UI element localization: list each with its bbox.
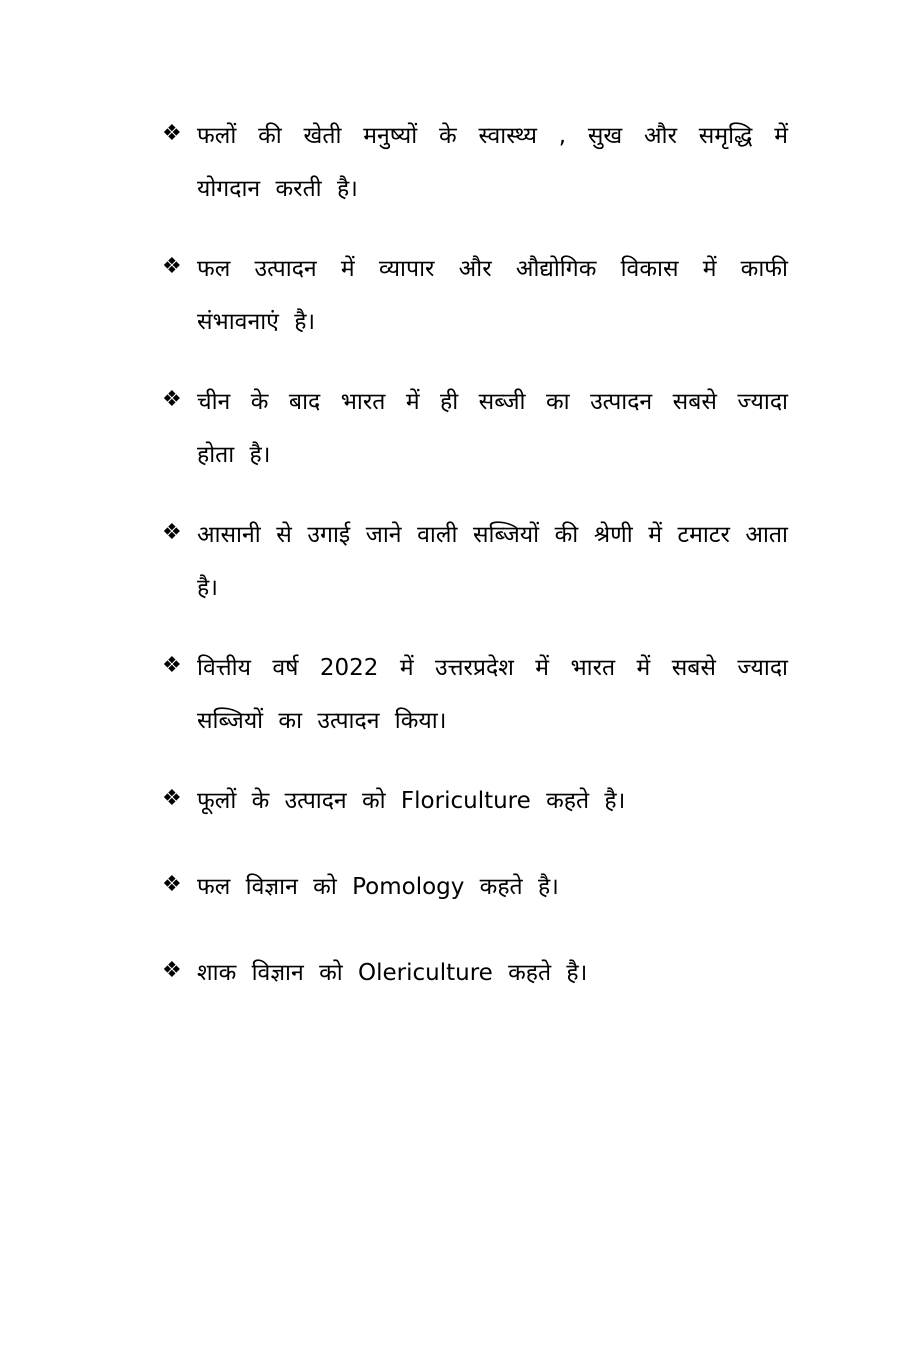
diamond-bullet-icon: ❖	[162, 653, 182, 678]
list-item-text: वित्तीय वर्ष 2022 में उत्तरप्रदेश में भारत में सबसे ज्यादा सब्जियों का उत्पादन किया।	[197, 655, 788, 734]
diamond-bullet-icon: ❖	[162, 387, 182, 412]
list-item	[162, 243, 788, 349]
list-item-text: शाक विज्ञान को Olericulture कहते है।	[197, 960, 588, 986]
list-item-text: फलों की खेती मनुष्यों के स्वास्थ्य , सुख और समृद्धि में योगदान करती है।	[197, 123, 788, 202]
list-item	[162, 110, 788, 216]
diamond-bullet-icon: ❖	[162, 520, 182, 545]
list-item-text: फल विज्ञान को Pomology कहते है।	[197, 874, 559, 900]
list-item-text: आसानी से उगाई जाने वाली सब्जियों की श्रेणी में टमाटर आता है।	[197, 522, 788, 601]
list-item-text: फूलों के उत्पादन को Floriculture कहते है।	[197, 788, 626, 814]
list-item	[162, 509, 788, 615]
diamond-bullet-icon: ❖	[162, 872, 182, 897]
diamond-bullet-icon: ❖	[162, 254, 182, 279]
list-item	[162, 861, 788, 914]
list-item-text: चीन के बाद भारत में ही सब्जी का उत्पादन सबसे ज्यादा होता है।	[197, 389, 788, 468]
diamond-bullet-icon: ❖	[162, 786, 182, 811]
diamond-bullet-icon: ❖	[162, 121, 182, 146]
diamond-bullet-icon: ❖	[162, 958, 182, 983]
list-item	[162, 642, 788, 748]
list-item-text: फल उत्पादन में व्यापार और औद्योगिक विकास में काफी संभावनाएं है।	[197, 256, 788, 335]
list-item	[162, 947, 788, 1000]
list-item	[162, 376, 788, 482]
bullet-list	[162, 110, 788, 1033]
list-item	[162, 775, 788, 828]
